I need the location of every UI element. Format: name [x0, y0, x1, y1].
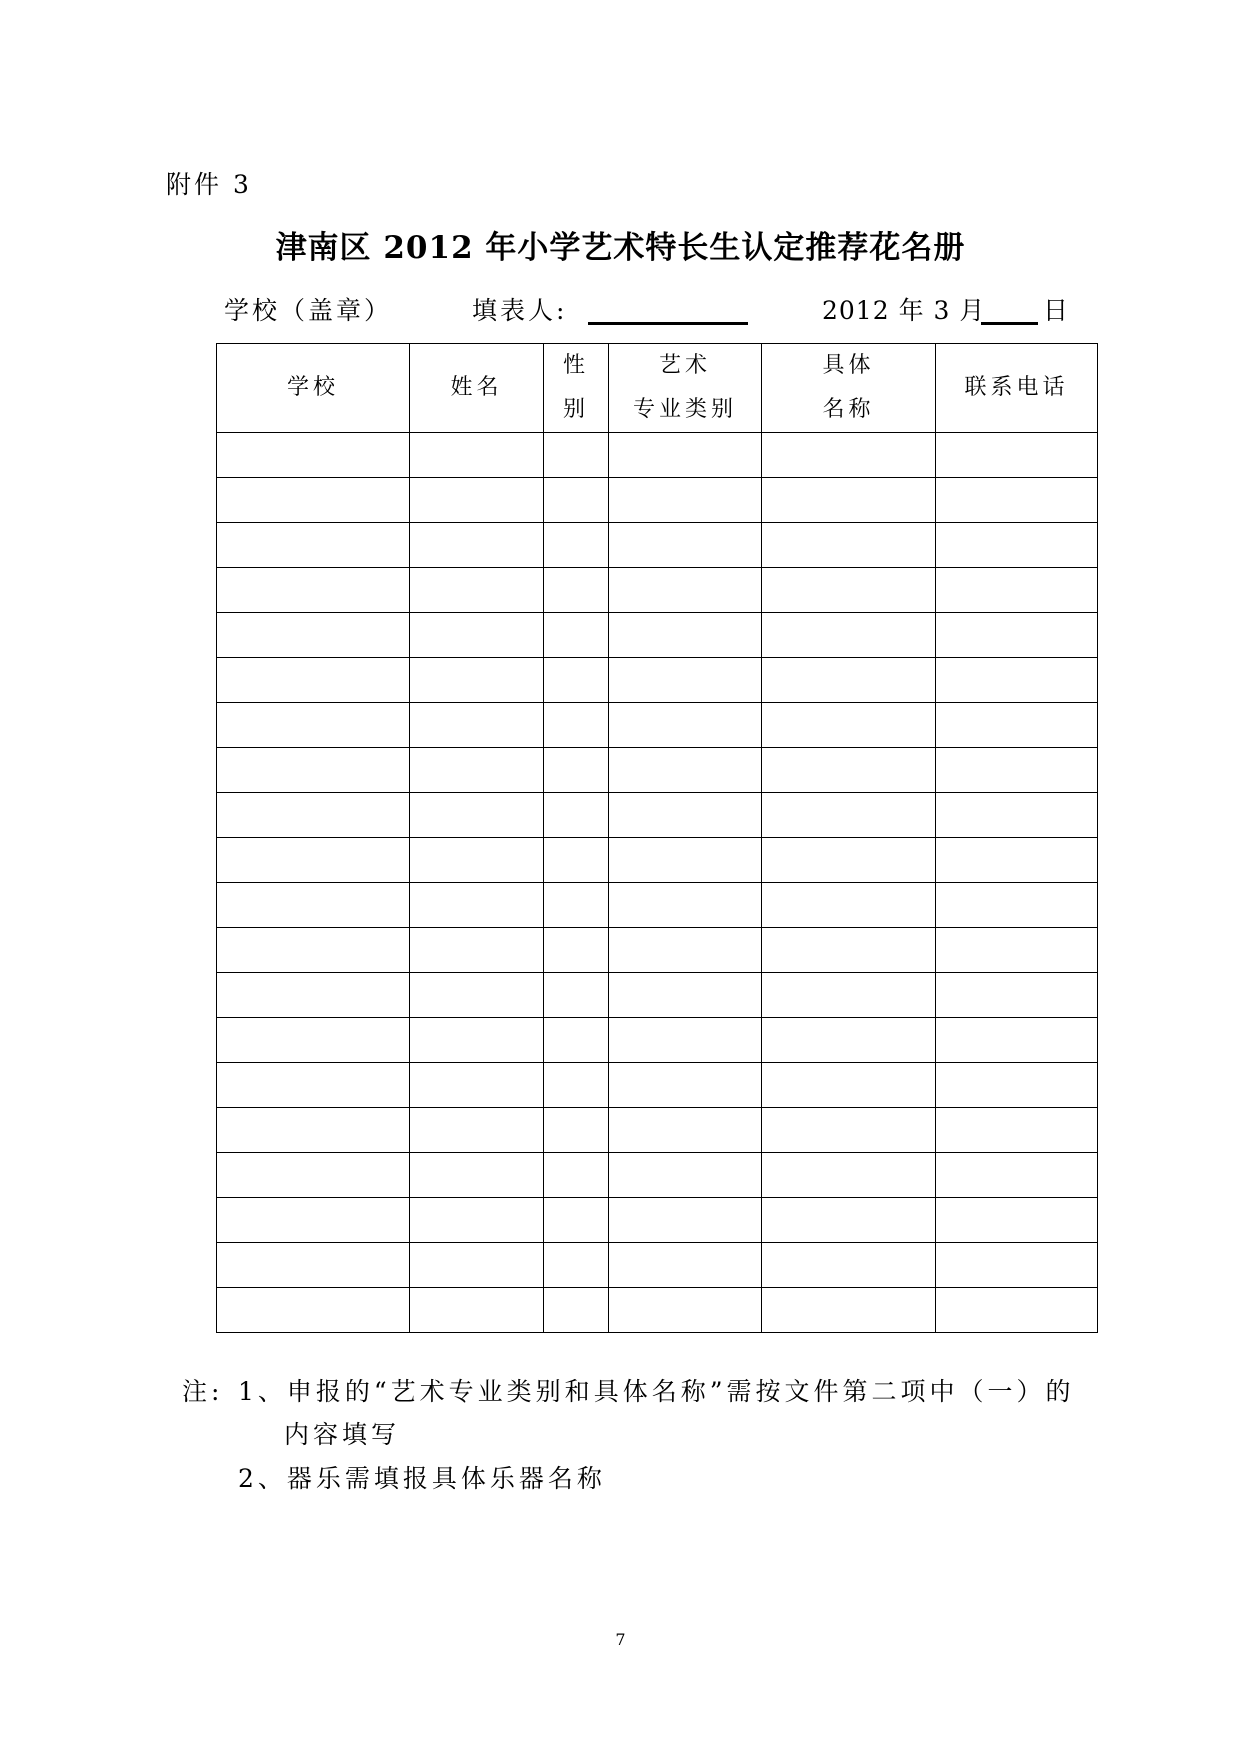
table-cell[interactable] [217, 658, 410, 703]
table-row [217, 478, 1098, 523]
table-cell[interactable] [410, 1063, 544, 1108]
table-cell[interactable] [609, 523, 762, 568]
header-row [217, 344, 1098, 433]
table-cell[interactable] [762, 748, 936, 793]
table-cell[interactable] [217, 433, 410, 478]
table-cell[interactable] [544, 1063, 609, 1108]
table-cell[interactable] [762, 1198, 936, 1243]
table-cell[interactable] [410, 838, 544, 883]
table-cell[interactable] [609, 1108, 762, 1153]
table-cell[interactable] [217, 973, 410, 1018]
table-cell[interactable] [762, 1018, 936, 1063]
table-cell[interactable] [936, 433, 1098, 478]
table-cell[interactable] [936, 613, 1098, 658]
table-cell[interactable] [762, 928, 936, 973]
table-cell[interactable] [936, 748, 1098, 793]
table-cell[interactable] [936, 658, 1098, 703]
table-cell[interactable] [936, 1288, 1098, 1333]
table-cell[interactable] [762, 1153, 936, 1198]
table-row [217, 1153, 1098, 1198]
table-cell[interactable] [544, 568, 609, 613]
table-row [217, 748, 1098, 793]
table-cell[interactable] [609, 883, 762, 928]
table-cell[interactable] [762, 703, 936, 748]
column-header [936, 344, 1098, 433]
table-row [217, 1288, 1098, 1333]
table-cell[interactable] [544, 973, 609, 1018]
table-cell[interactable] [410, 523, 544, 568]
table-cell[interactable] [936, 478, 1098, 523]
table-body [217, 433, 1098, 1333]
table-cell[interactable] [217, 478, 410, 523]
table-cell[interactable] [609, 568, 762, 613]
table-cell[interactable] [936, 838, 1098, 883]
column-header [762, 344, 936, 433]
table-cell[interactable] [609, 793, 762, 838]
day-blank[interactable] [981, 322, 1038, 325]
table-cell[interactable] [544, 478, 609, 523]
table-row [217, 523, 1098, 568]
column-header-text: 具体 [822, 353, 875, 378]
table-cell[interactable] [936, 928, 1098, 973]
table-cell[interactable] [410, 658, 544, 703]
column-header-text: 姓名 [450, 375, 503, 400]
table-cell[interactable] [936, 793, 1098, 838]
filler-label: 填表人: [472, 296, 568, 325]
table-row [217, 433, 1098, 478]
table-cell[interactable] [217, 883, 410, 928]
table-cell[interactable] [936, 1153, 1098, 1198]
table-cell[interactable] [217, 1063, 410, 1108]
date-label: 2012 年 3 月 [822, 296, 986, 325]
table-cell[interactable] [544, 1243, 609, 1288]
table-cell[interactable] [762, 838, 936, 883]
table-cell[interactable] [609, 748, 762, 793]
table-cell[interactable] [936, 1018, 1098, 1063]
table-cell[interactable] [544, 1288, 609, 1333]
table-cell[interactable] [544, 883, 609, 928]
table-cell[interactable] [936, 568, 1098, 613]
table-row [217, 1243, 1098, 1288]
table-row [217, 1018, 1098, 1063]
table-cell[interactable] [936, 523, 1098, 568]
table-cell[interactable] [762, 523, 936, 568]
table-cell[interactable] [544, 1108, 609, 1153]
table-cell[interactable] [217, 793, 410, 838]
table-cell[interactable] [410, 433, 544, 478]
table-cell[interactable] [217, 568, 410, 613]
school-seal-label: 学校（盖章） [224, 296, 393, 325]
table-cell[interactable] [762, 478, 936, 523]
recommendation-roster-table [216, 343, 1098, 1333]
table-cell[interactable] [544, 1153, 609, 1198]
table-cell[interactable] [762, 1063, 936, 1108]
table-row [217, 973, 1098, 1018]
table-row [217, 793, 1098, 838]
column-header-text: 学校 [286, 375, 339, 400]
table-cell[interactable] [410, 1018, 544, 1063]
table-cell[interactable] [609, 433, 762, 478]
column-header [217, 344, 410, 433]
table-cell[interactable] [609, 658, 762, 703]
day-label: 日 [1043, 296, 1069, 325]
table-cell[interactable] [410, 973, 544, 1018]
table-row [217, 1198, 1098, 1243]
table-cell[interactable] [544, 838, 609, 883]
table-cell[interactable] [936, 883, 1098, 928]
table-cell[interactable] [762, 1288, 936, 1333]
table-row [217, 1108, 1098, 1153]
table-cell[interactable] [217, 928, 410, 973]
table-cell[interactable] [936, 1063, 1098, 1108]
table-row [217, 838, 1098, 883]
note-item-1: 1、申报的“艺术专业类别和具体名称”需按文件第二项中（一）的 [238, 1377, 1075, 1406]
table-cell[interactable] [609, 1063, 762, 1108]
table-cell[interactable] [609, 1198, 762, 1243]
table-cell[interactable] [544, 1198, 609, 1243]
table-cell[interactable] [410, 1153, 544, 1198]
table-cell[interactable] [762, 1243, 936, 1288]
table-cell[interactable] [410, 1198, 544, 1243]
table-cell[interactable] [217, 1018, 410, 1063]
table-cell[interactable] [410, 703, 544, 748]
table-cell[interactable] [609, 703, 762, 748]
table-cell[interactable] [609, 973, 762, 1018]
attachment-label: 附件 3 [166, 170, 252, 199]
column-header [410, 344, 544, 433]
table-cell[interactable] [410, 748, 544, 793]
table-cell[interactable] [217, 613, 410, 658]
table-row [217, 1063, 1098, 1108]
column-header-text: 艺术 [658, 353, 711, 378]
column-header-text: 性 [562, 353, 589, 378]
table-cell[interactable] [936, 1108, 1098, 1153]
table-cell[interactable] [544, 793, 609, 838]
column-header [544, 344, 609, 433]
table-row [217, 928, 1098, 973]
table-cell[interactable] [609, 1243, 762, 1288]
table-row [217, 883, 1098, 928]
table-cell[interactable] [410, 1288, 544, 1333]
filler-name-blank[interactable] [588, 322, 748, 325]
table-cell[interactable] [544, 433, 609, 478]
table-row [217, 613, 1098, 658]
table-header [217, 344, 1098, 433]
document-title: 津南区 2012 年小学艺术特长生认定推荐花名册 [275, 230, 966, 266]
table-cell[interactable] [609, 478, 762, 523]
table-row [217, 658, 1098, 703]
table-cell[interactable] [410, 613, 544, 658]
table-cell[interactable] [217, 1198, 410, 1243]
table-cell[interactable] [609, 1288, 762, 1333]
table-cell[interactable] [762, 793, 936, 838]
table-cell[interactable] [762, 973, 936, 1018]
table-cell[interactable] [217, 748, 410, 793]
notes-prefix: 注: [182, 1377, 224, 1406]
table-cell[interactable] [609, 1018, 762, 1063]
table-cell[interactable] [762, 433, 936, 478]
table-cell[interactable] [410, 928, 544, 973]
table-cell[interactable] [217, 1243, 410, 1288]
table-cell[interactable] [217, 523, 410, 568]
table-cell[interactable] [609, 613, 762, 658]
column-header [609, 344, 762, 433]
table-cell[interactable] [936, 973, 1098, 1018]
table-cell[interactable] [410, 568, 544, 613]
table-cell[interactable] [410, 793, 544, 838]
table-cell[interactable] [544, 703, 609, 748]
table-cell[interactable] [762, 568, 936, 613]
table-cell[interactable] [410, 478, 544, 523]
column-header-text-line2: 名称 [822, 397, 875, 422]
table-row [217, 703, 1098, 748]
column-header-text: 联系电话 [964, 375, 1069, 400]
table-cell[interactable] [217, 1153, 410, 1198]
table-cell[interactable] [217, 1288, 410, 1333]
table-cell[interactable] [410, 1108, 544, 1153]
table-cell[interactable] [544, 1018, 609, 1063]
table-cell[interactable] [544, 748, 609, 793]
table-row [217, 568, 1098, 613]
table-cell[interactable] [762, 613, 936, 658]
table-cell[interactable] [936, 1198, 1098, 1243]
table-cell[interactable] [609, 838, 762, 883]
table-cell[interactable] [544, 523, 609, 568]
page-number: 7 [615, 1630, 626, 1649]
table-cell[interactable] [762, 1108, 936, 1153]
table-cell[interactable] [609, 1153, 762, 1198]
table-cell[interactable] [217, 838, 410, 883]
table-cell[interactable] [217, 703, 410, 748]
table-cell[interactable] [410, 1243, 544, 1288]
note-item-2: 2、器乐需填报具体乐器名称 [238, 1464, 606, 1493]
note-item-1-continued: 内容填写 [284, 1420, 401, 1449]
table-cell[interactable] [762, 883, 936, 928]
table-cell[interactable] [410, 883, 544, 928]
table-cell[interactable] [544, 658, 609, 703]
table-cell[interactable] [609, 928, 762, 973]
table-cell[interactable] [544, 928, 609, 973]
table-cell[interactable] [544, 613, 609, 658]
table-cell[interactable] [217, 1108, 410, 1153]
table-cell[interactable] [936, 1243, 1098, 1288]
table-cell[interactable] [762, 658, 936, 703]
column-header-text-line2: 专业类别 [632, 397, 737, 422]
table-cell[interactable] [936, 703, 1098, 748]
column-header-text-line2: 别 [562, 397, 589, 422]
